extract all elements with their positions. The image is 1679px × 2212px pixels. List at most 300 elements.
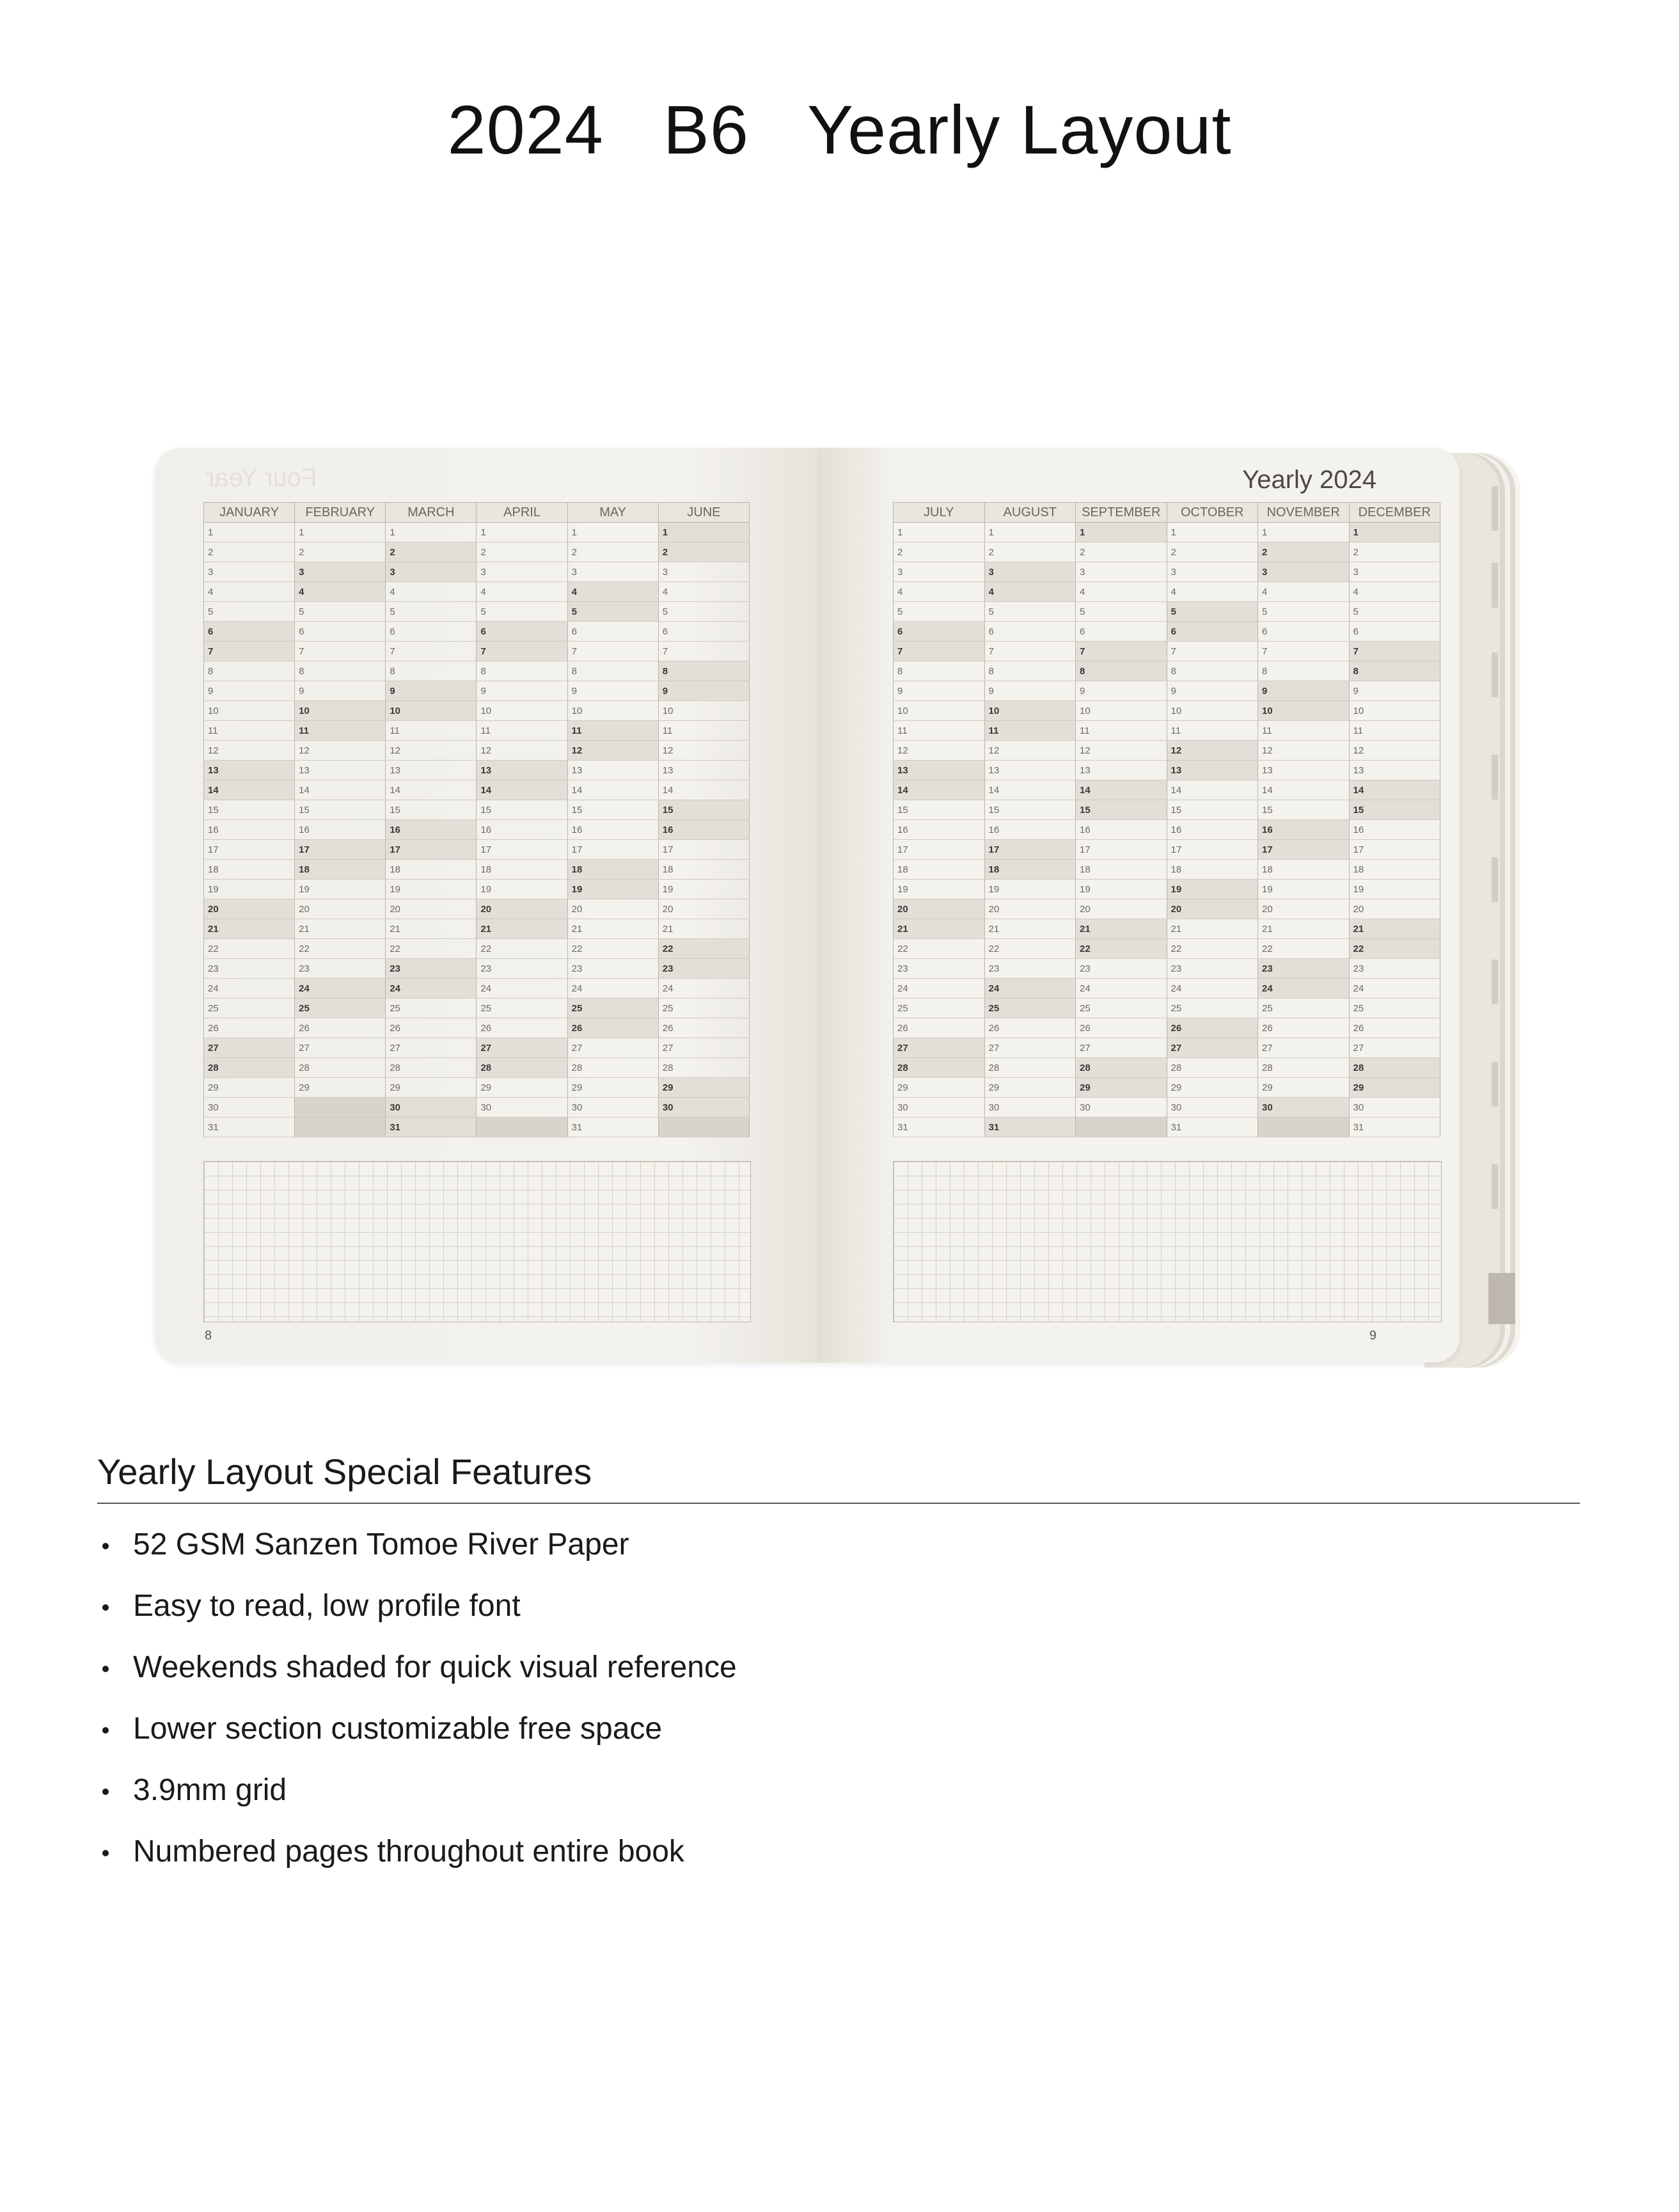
day-cell: 11 [1167,721,1258,741]
day-cell: 21 [386,919,477,939]
day-cell: 2 [567,542,658,562]
day-row [204,523,750,542]
day-cell: 29 [1076,1078,1167,1098]
day-cell: 16 [984,820,1076,840]
day-cell: 13 [658,761,749,780]
day-cell: 25 [1167,999,1258,1018]
day-cell: 24 [1167,979,1258,999]
day-row [204,840,750,860]
day-cell: 14 [477,780,567,800]
day-cell: 30 [204,1098,295,1118]
day-cell: 6 [295,622,386,642]
day-cell: 14 [1258,780,1350,800]
day-cell: 29 [1258,1078,1350,1098]
day-cell: 22 [658,939,749,959]
day-cell: 7 [1258,642,1350,661]
day-cell: 5 [658,602,749,622]
day-cell: 10 [204,701,295,721]
day-cell: 26 [295,1018,386,1038]
day-cell: 17 [1076,840,1167,860]
day-cell: 3 [1258,562,1350,582]
day-cell: 4 [1167,582,1258,602]
day-cell: 23 [1076,959,1167,979]
day-cell: 18 [477,860,567,880]
day-cell: 15 [1349,800,1440,820]
day-cell: 30 [1076,1098,1167,1118]
tab-marker [1492,652,1498,697]
day-row [204,939,750,959]
day-cell: 23 [567,959,658,979]
day-cell: 18 [567,860,658,880]
day-cell: 9 [1258,681,1350,701]
day-cell: 31 [894,1118,985,1137]
day-cell: 10 [1258,701,1350,721]
day-cell: 14 [894,780,985,800]
day-cell: 13 [984,761,1076,780]
day-cell: 25 [295,999,386,1018]
day-cell: 3 [894,562,985,582]
day-cell: 26 [1349,1018,1440,1038]
day-cell: 21 [204,919,295,939]
day-cell: 30 [1167,1098,1258,1118]
day-cell: 2 [658,542,749,562]
day-cell: 15 [984,800,1076,820]
day-cell: 5 [1167,602,1258,622]
day-cell: 17 [894,840,985,860]
day-cell: 3 [477,562,567,582]
day-cell: 17 [295,840,386,860]
day-cell: 21 [984,919,1076,939]
day-cell: 22 [1167,939,1258,959]
day-cell: 6 [984,622,1076,642]
day-cell: 15 [1167,800,1258,820]
day-cell: 26 [386,1018,477,1038]
right-page [820,448,1460,1363]
day-cell: 19 [204,880,295,899]
day-row [894,820,1440,840]
day-cell: 16 [295,820,386,840]
month-header: AUGUST [984,503,1076,523]
day-cell: 29 [295,1078,386,1098]
day-cell: 10 [894,701,985,721]
day-cell: 17 [1349,840,1440,860]
day-cell: 29 [386,1078,477,1098]
day-cell: 25 [1258,999,1350,1018]
day-cell: 21 [1258,919,1350,939]
day-cell: 4 [984,582,1076,602]
day-cell: 21 [295,919,386,939]
day-cell: 9 [477,681,567,701]
day-cell: 31 [386,1118,477,1137]
day-row [894,681,1440,701]
day-cell: 29 [658,1078,749,1098]
day-cell: 25 [984,999,1076,1018]
day-cell: 25 [477,999,567,1018]
day-cell: 15 [567,800,658,820]
day-row [204,860,750,880]
day-row [204,959,750,979]
day-cell: 18 [204,860,295,880]
day-cell: 28 [386,1058,477,1078]
day-cell: 10 [477,701,567,721]
day-cell: 16 [386,820,477,840]
day-cell: 8 [984,661,1076,681]
features-heading: Yearly Layout Special Features [97,1451,1580,1504]
day-cell: 31 [567,1118,658,1137]
day-cell: 1 [204,523,295,542]
day-row [204,721,750,741]
day-cell: 12 [204,741,295,761]
day-cell-empty [295,1118,386,1137]
ghost-title: Four Year [206,464,317,492]
page-number-left: 8 [205,1329,212,1343]
list-item: Easy to read, low profile font [97,1586,737,1647]
day-cell: 11 [567,721,658,741]
day-cell: 28 [477,1058,567,1078]
day-cell: 6 [1167,622,1258,642]
day-cell: 16 [1258,820,1350,840]
day-cell: 13 [1349,761,1440,780]
day-cell: 23 [984,959,1076,979]
day-cell: 24 [984,979,1076,999]
day-cell: 9 [984,681,1076,701]
day-cell: 24 [658,979,749,999]
month-header: APRIL [477,503,567,523]
day-cell: 30 [477,1098,567,1118]
day-cell: 19 [567,880,658,899]
day-row [204,701,750,721]
day-cell: 24 [295,979,386,999]
day-row [894,899,1440,919]
day-cell: 22 [204,939,295,959]
day-cell: 12 [295,741,386,761]
day-cell: 13 [567,761,658,780]
day-cell: 1 [386,523,477,542]
tab-marker [1492,1062,1498,1107]
month-header: JANUARY [204,503,295,523]
day-cell: 31 [1167,1118,1258,1137]
tab-marker [1492,1164,1498,1209]
day-cell: 12 [1258,741,1350,761]
features-list [97,1524,737,1893]
day-cell: 25 [1076,999,1167,1018]
day-cell: 15 [1076,800,1167,820]
day-cell: 20 [894,899,985,919]
tab-marker [1492,960,1498,1004]
day-cell: 10 [1167,701,1258,721]
day-cell: 2 [1349,542,1440,562]
day-row [204,622,750,642]
day-cell: 25 [204,999,295,1018]
day-cell: 16 [204,820,295,840]
day-cell: 24 [894,979,985,999]
day-row [204,1058,750,1078]
day-cell: 18 [1349,860,1440,880]
day-cell: 8 [894,661,985,681]
day-cell: 20 [477,899,567,919]
day-cell: 20 [1258,899,1350,919]
day-cell: 8 [477,661,567,681]
day-cell: 13 [295,761,386,780]
day-cell: 7 [204,642,295,661]
day-cell: 17 [658,840,749,860]
day-cell: 13 [1258,761,1350,780]
day-cell: 14 [1167,780,1258,800]
tab-marker-current [1488,1273,1515,1324]
day-cell: 18 [295,860,386,880]
day-row [204,979,750,999]
day-cell: 22 [477,939,567,959]
day-row [894,761,1440,780]
day-cell: 25 [567,999,658,1018]
day-cell: 22 [894,939,985,959]
day-cell: 19 [1076,880,1167,899]
month-header: JULY [894,503,985,523]
day-cell: 19 [894,880,985,899]
day-cell: 1 [1349,523,1440,542]
day-cell: 10 [1349,701,1440,721]
day-cell: 16 [567,820,658,840]
day-cell: 4 [567,582,658,602]
day-cell: 21 [567,919,658,939]
day-cell: 1 [567,523,658,542]
day-cell: 11 [204,721,295,741]
day-cell: 23 [204,959,295,979]
day-cell: 7 [1167,642,1258,661]
day-cell: 7 [1349,642,1440,661]
day-cell: 20 [204,899,295,919]
day-cell: 22 [1258,939,1350,959]
day-cell: 4 [295,582,386,602]
day-cell: 18 [1258,860,1350,880]
day-cell: 3 [1349,562,1440,582]
month-header: FEBRUARY [295,503,386,523]
day-cell: 24 [1076,979,1167,999]
day-row [204,542,750,562]
day-row [204,800,750,820]
day-cell: 19 [658,880,749,899]
day-cell: 13 [1076,761,1167,780]
day-cell: 1 [984,523,1076,542]
day-cell: 9 [295,681,386,701]
day-cell: 11 [984,721,1076,741]
day-cell: 8 [1258,661,1350,681]
month-header: SEPTEMBER [1076,503,1167,523]
day-cell: 7 [658,642,749,661]
day-cell: 14 [1076,780,1167,800]
day-cell: 9 [386,681,477,701]
day-row [894,999,1440,1018]
day-cell: 14 [984,780,1076,800]
day-cell: 14 [204,780,295,800]
day-cell: 1 [1167,523,1258,542]
day-row [894,741,1440,761]
day-cell: 27 [984,1038,1076,1058]
day-cell: 30 [1349,1098,1440,1118]
day-cell: 26 [1076,1018,1167,1038]
day-cell: 15 [204,800,295,820]
day-row [204,1038,750,1058]
day-cell: 17 [567,840,658,860]
day-cell: 17 [204,840,295,860]
day-cell: 8 [204,661,295,681]
day-cell: 20 [984,899,1076,919]
day-cell: 27 [567,1038,658,1058]
day-cell: 17 [386,840,477,860]
day-cell: 14 [295,780,386,800]
day-row [204,562,750,582]
day-row [894,622,1440,642]
day-cell: 15 [894,800,985,820]
free-grid-area-right [893,1161,1442,1322]
day-cell: 11 [658,721,749,741]
day-cell: 21 [477,919,567,939]
day-cell: 29 [204,1078,295,1098]
day-row [894,840,1440,860]
day-cell: 17 [1167,840,1258,860]
tab-marker [1492,486,1498,531]
day-cell: 22 [1349,939,1440,959]
day-cell-empty [658,1118,749,1137]
day-cell: 26 [477,1018,567,1038]
day-cell: 3 [1076,562,1167,582]
day-cell: 9 [1167,681,1258,701]
day-cell: 15 [658,800,749,820]
left-page [155,448,820,1363]
day-row [204,820,750,840]
day-cell: 6 [386,622,477,642]
day-cell: 11 [386,721,477,741]
day-cell: 13 [386,761,477,780]
day-cell: 19 [295,880,386,899]
day-cell: 12 [658,741,749,761]
day-cell: 4 [1349,582,1440,602]
day-cell: 11 [1076,721,1167,741]
day-cell: 19 [1349,880,1440,899]
day-cell: 14 [1349,780,1440,800]
day-cell: 12 [477,741,567,761]
day-cell: 24 [1349,979,1440,999]
day-cell: 27 [1258,1038,1350,1058]
day-cell: 3 [567,562,658,582]
day-cell: 29 [984,1078,1076,1098]
day-row [894,721,1440,741]
day-row [894,860,1440,880]
day-row [894,523,1440,542]
day-cell: 14 [658,780,749,800]
day-cell: 7 [1076,642,1167,661]
day-row [204,1018,750,1038]
day-cell: 22 [386,939,477,959]
day-cell: 18 [1076,860,1167,880]
day-cell: 23 [894,959,985,979]
day-cell: 28 [984,1058,1076,1078]
page-title: 2024 B6 Yearly Layout [447,91,1232,168]
day-cell: 10 [295,701,386,721]
day-cell: 5 [477,602,567,622]
day-cell: 23 [477,959,567,979]
calendar-table-right [893,502,1440,1137]
day-row [204,681,750,701]
day-cell: 9 [658,681,749,701]
day-cell: 9 [1349,681,1440,701]
day-cell: 19 [1258,880,1350,899]
day-cell: 7 [894,642,985,661]
day-cell: 11 [894,721,985,741]
day-cell: 20 [1349,899,1440,919]
tab-marker [1492,755,1498,800]
day-cell: 25 [386,999,477,1018]
day-cell-empty [295,1098,386,1118]
day-cell: 30 [1258,1098,1350,1118]
day-cell: 1 [658,523,749,542]
day-cell: 28 [1076,1058,1167,1078]
day-cell: 21 [894,919,985,939]
day-cell: 23 [386,959,477,979]
day-cell: 20 [1167,899,1258,919]
day-cell: 2 [894,542,985,562]
day-cell: 18 [1167,860,1258,880]
day-cell: 1 [1076,523,1167,542]
day-cell: 28 [1349,1058,1440,1078]
planner-spread-photo [155,448,1522,1374]
day-cell: 10 [386,701,477,721]
day-cell: 2 [295,542,386,562]
day-cell: 18 [984,860,1076,880]
day-row [204,1078,750,1098]
day-cell: 23 [1258,959,1350,979]
day-cell: 12 [386,741,477,761]
day-cell: 27 [1167,1038,1258,1058]
day-cell: 18 [894,860,985,880]
day-cell-empty [1076,1118,1167,1137]
day-row [204,741,750,761]
day-cell: 4 [1258,582,1350,602]
day-cell: 30 [386,1098,477,1118]
month-header: JUNE [658,503,749,523]
day-row [894,1058,1440,1078]
day-row [894,1118,1440,1137]
day-cell: 15 [386,800,477,820]
month-header: MARCH [386,503,477,523]
day-cell: 5 [567,602,658,622]
day-row [894,701,1440,721]
day-cell: 31 [1349,1118,1440,1137]
day-cell: 22 [295,939,386,959]
day-cell: 19 [477,880,567,899]
day-cell: 27 [658,1038,749,1058]
day-cell: 6 [658,622,749,642]
day-cell: 28 [894,1058,985,1078]
day-row [894,1078,1440,1098]
day-cell: 6 [204,622,295,642]
day-cell: 16 [894,820,985,840]
day-row [894,800,1440,820]
day-cell: 19 [984,880,1076,899]
day-cell: 10 [984,701,1076,721]
day-row [894,919,1440,939]
day-cell: 19 [1167,880,1258,899]
list-item: Lower section customizable free space [97,1709,737,1770]
day-cell: 12 [1349,741,1440,761]
yearly-title: Yearly 2024 [1242,466,1376,494]
day-row [204,1118,750,1137]
day-cell: 13 [477,761,567,780]
day-cell: 24 [1258,979,1350,999]
day-cell: 4 [1076,582,1167,602]
day-cell: 25 [658,999,749,1018]
day-row [894,979,1440,999]
